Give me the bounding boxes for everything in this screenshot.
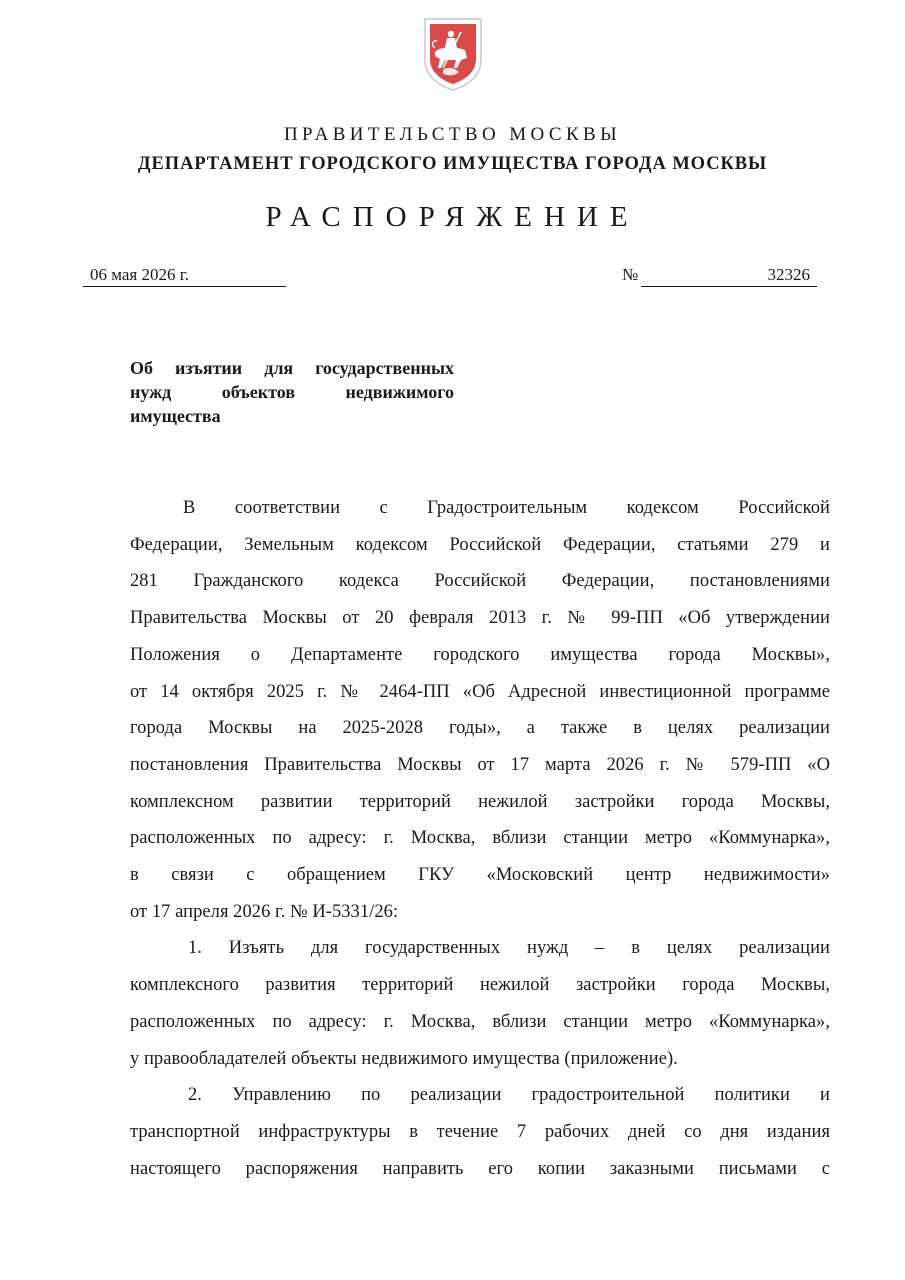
document-number-label: № xyxy=(622,265,639,284)
subject-line: Об изъятии для государственных xyxy=(130,358,454,378)
body-line: Правительства Москвы от 20 февраля 2013 г. № 99-ПП «Об утверждении xyxy=(130,608,830,629)
department-title: ДЕПАРТАМЕНТ ГОРОДСКОГО ИМУЩЕСТВА ГОРОДА МОСКВЫ xyxy=(137,154,768,174)
body-line: города Москвы на 2025-2028 годы», а также в целях реализации xyxy=(130,718,830,739)
government-title: ПРАВИТЕЛЬСТВО МОСКВЫ xyxy=(283,124,622,145)
document-date: 06 мая 2026 г. xyxy=(83,264,286,287)
body-line: постановления Правительства Москвы от 17 марта 2026 г. № 579-ПП «О xyxy=(130,754,830,775)
body-line: от 14 октября 2025 г. № 2464-ПП «Об Адресной инвестиционной программе xyxy=(130,681,830,702)
body-line: 2. Управлению по реализации градостроительной политики и xyxy=(188,1085,830,1106)
body-line: расположенных по адресу: г. Москва, вблизи станции метро «Коммунарка», xyxy=(130,1011,830,1032)
body-line: 1. Изъять для государственных нужд – в целях реализации xyxy=(188,938,830,959)
body-line: настоящего распоряжения направить его копии заказными письмами с xyxy=(130,1158,830,1179)
document-type-title: РАСПОРЯЖЕНИЕ xyxy=(265,201,640,233)
coat-of-arms-icon xyxy=(421,16,485,92)
subject-line: имущества xyxy=(130,406,221,426)
body-line: в связи с обращением ГКУ «Московский центр недвижимости» xyxy=(130,865,830,886)
body-line: В соответствии с Градостроительным кодексом Российской xyxy=(183,498,830,518)
body-line: у правообладателей объекты недвижимого имущества (приложение). xyxy=(130,1048,678,1069)
document-subject xyxy=(130,356,454,428)
document-body xyxy=(130,490,830,1187)
document-number: 32326 xyxy=(641,264,817,287)
body-line: Федерации, Земельным кодексом Российской Федерации, статьями 279 и xyxy=(130,534,830,555)
body-line: комплексном развитии территорий нежилой застройки города Москвы, xyxy=(130,791,830,812)
subject-line: нужд объектов недвижимого xyxy=(130,382,454,402)
body-line: от 17 апреля 2026 г. № И-5331/26: xyxy=(130,901,399,922)
body-line: Положения о Департаменте городского имущества города Москвы», xyxy=(130,644,830,665)
body-line: транспортной инфраструктуры в течение 7 рабочих дней со дня издания xyxy=(130,1121,830,1142)
body-line: комплексного развития территорий нежилой застройки города Москвы, xyxy=(130,975,830,996)
body-line: расположенных по адресу: г. Москва, вблизи станции метро «Коммунарка», xyxy=(130,828,830,849)
body-line: 281 Гражданского кодекса Российской Федерации, постановлениями xyxy=(130,571,830,592)
